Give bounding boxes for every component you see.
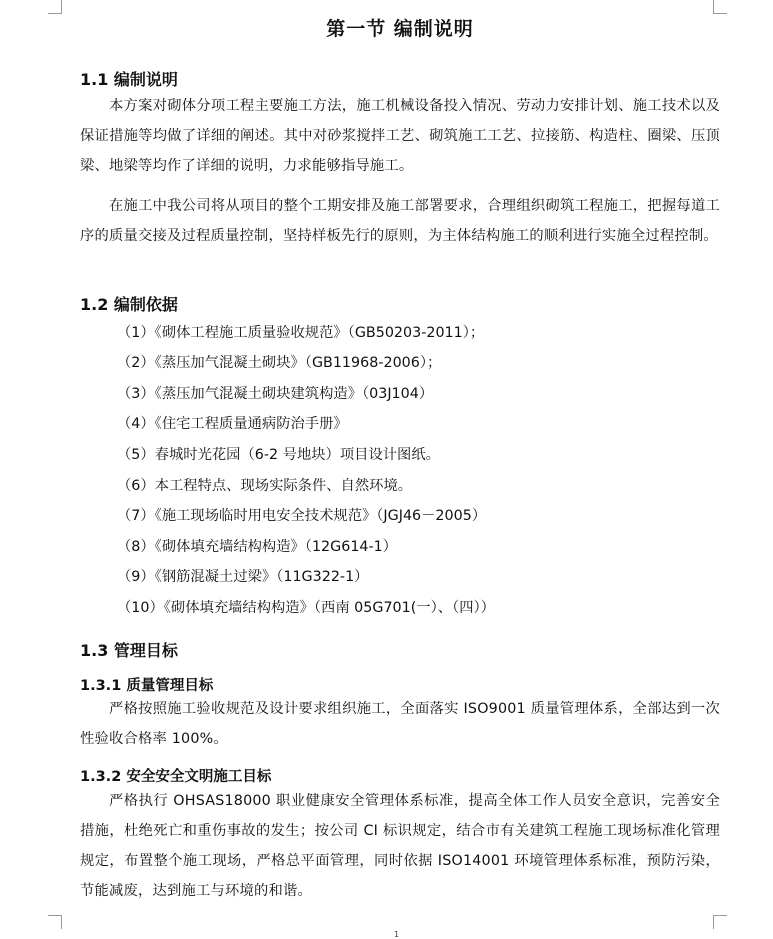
section-title: 第一节 编制说明 [326,18,474,40]
crop-mark-bottom-right [713,915,727,929]
paragraph-1-1-b: 在施工中我公司将从项目的整个工期安排及施工部署要求，合理组织砌筑工程施工，把握每道工序的质量交接及过程质量控制，坚持样板先行的原则，为主体结构施工的顺利进行实施全过程控制。 [80,198,720,244]
basis-item: （2）《蒸压加气混凝土砌块》（GB11968-2006）； [117,355,442,371]
heading-1-1: 1.1 编制说明 [80,70,178,89]
heading-1-3: 1.3 管理目标 [80,641,178,660]
crop-mark-top-left [48,0,62,14]
basis-item: （5）春城时光花园（6-2 号地块）项目设计图纸。 [117,447,440,463]
basis-item: （9）《钢筋混凝土过梁》（11G322-1） [117,569,369,585]
page-number: 1 [394,930,400,939]
basis-item: （6）本工程特点、现场实际条件、自然环境。 [117,478,413,494]
heading-1-3-1: 1.3.1 质量管理目标 [80,678,214,694]
basis-item: （10）《砌体填充墙结构构造》（西南 05G701(一）、（四）） [117,600,495,616]
crop-mark-top-right [713,0,727,14]
heading-1-3-2: 1.3.2 安全安全文明施工目标 [80,769,272,785]
crop-mark-bottom-left [48,915,62,929]
basis-item: （4）《住宅工程质量通病防治手册》 [117,416,348,432]
basis-item: （3）《蒸压加气混凝土砌块建筑构造》（03J104） [117,386,434,402]
basis-item: （8）《砌体填充墙结构构造》（12G614-1） [117,539,398,555]
basis-item: （1）《砌体工程施工质量验收规范》（GB50203-2011）； [117,325,485,341]
heading-1-2: 1.2 编制依据 [80,295,178,314]
paragraph-1-3-1: 严格按照施工验收规范及设计要求组织施工，全面落实 ISO9001 质量管理体系，全部达到一次性验收合格率 100%。 [80,701,720,747]
paragraph-1-1-a: 本方案对砌体分项工程主要施工方法，施工机械设备投入情况、劳动力安排计划、施工技术以及保证措施等均做了详细的阐述。其中对砂浆搅拌工艺、砌筑施工工艺、拉接筋、构造柱、圈梁、压顶梁、地梁等均作了详细的说明，力求能够指导施工。 [80,98,720,174]
paragraph-1-3-2: 严格执行 OHSAS18000 职业健康安全管理体系标准，提高全体工作人员安全意识，完善安全措施，杜绝死亡和重伤事故的发生；按公司 CI 标识规定，结合市有关建筑工程施工现场标准化管理规定，布置整个施工现场，严格总平面管理，同时依据 ISO14001 环境管理体系标准，预防污染，节能减废，达到施工与环境的和谐。 [80,793,720,899]
basis-item: （7）《施工现场临时用电安全技术规范》（JGJ46－2005） [117,508,487,524]
